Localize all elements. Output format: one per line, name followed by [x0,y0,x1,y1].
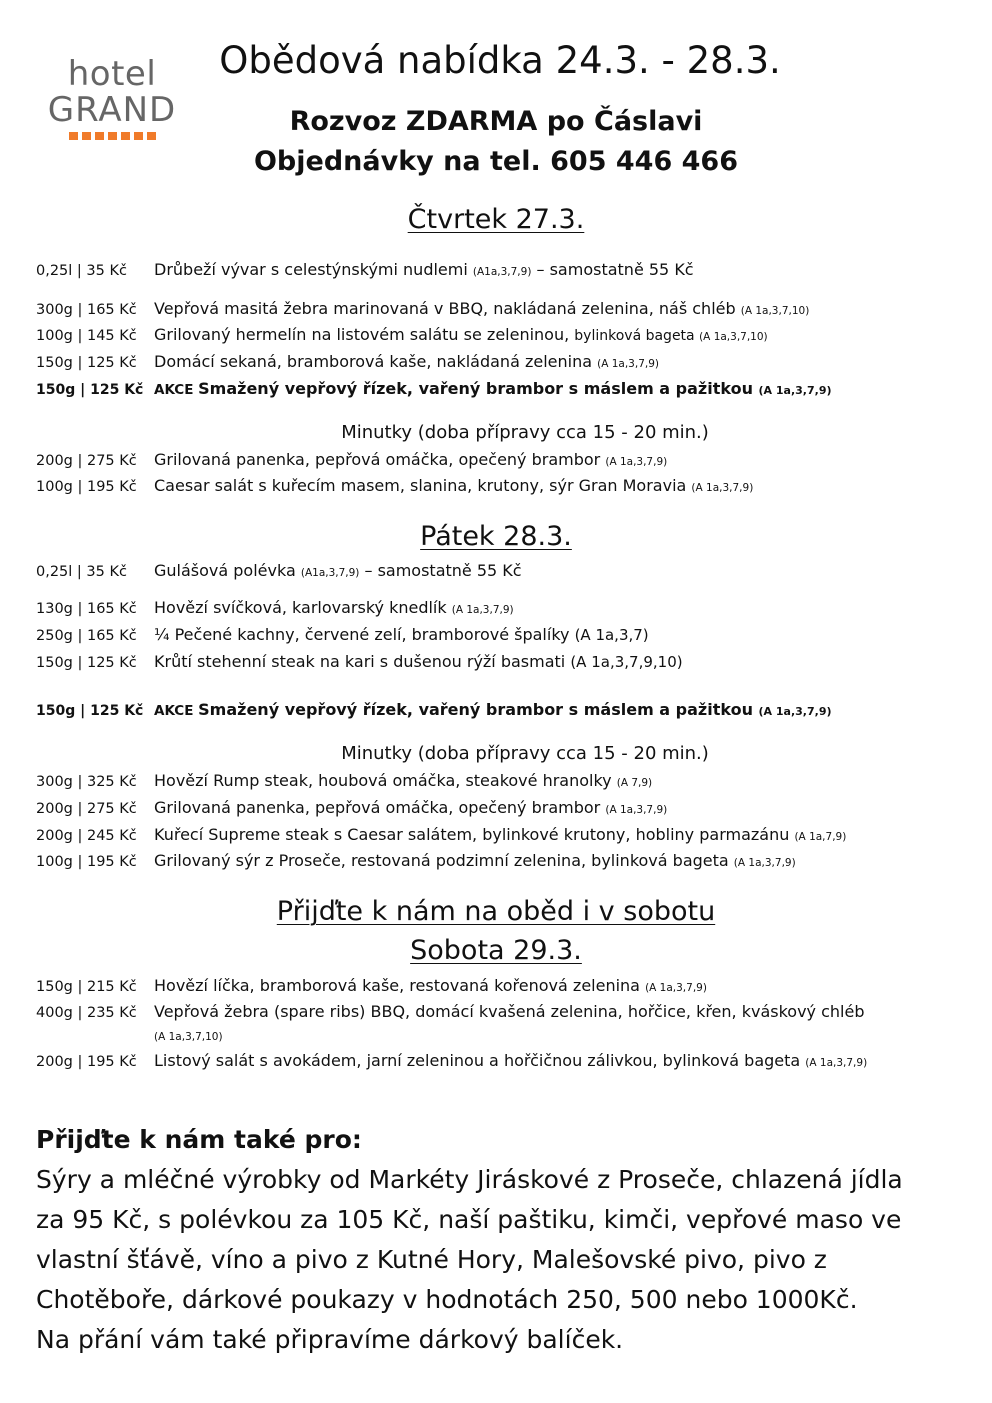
menu-row: 150g | 125 Kč Domácí sekaná, bramborová kaše, nakládaná zelenina (A 1a,3,7,9) [36,352,659,371]
menu-row: 200g | 245 Kč Kuřecí Supreme steak s Caesar salátem, bylinkové krutony, hobliny parmazánu (A 1a,7,9) [36,825,847,844]
allergen-note: (A 1a,3,7,10) [154,1031,223,1043]
day-heading-thursday: Čtvrtek 27.3. [407,204,585,235]
footer-line: vlastní šťávě, víno a pivo z Kutné Hory, Malešovské pivo, pivo z [36,1245,827,1274]
page-title: Obědová nabídka 24.3. - 28.3. [219,39,781,82]
order-phone: Objednávky na tel. 605 446 466 [253,146,739,177]
menu-row: 0,25l | 35 Kč Gulášová polévka (A1a,3,7,9) – samostatně 55 Kč [36,561,522,580]
logo-line-grand: GRAND [47,90,177,130]
minutky-heading: Minutky (doba přípravy cca 15 - 20 min.) [341,743,709,764]
footer-line: Chotěboře, dárkové poukazy v hodnotách 250, 500 nebo 1000Kč. [36,1285,858,1314]
day-heading-saturday: Sobota 29.3. [410,935,582,966]
menu-row: 300g | 165 Kč Vepřová masitá žebra marinovaná v BBQ, nakládaná zelenina, náš chléb (A 1a,3,7,10) [36,299,810,318]
menu-row: 200g | 195 Kč Listový salát s avokádem, jarní zeleninou a hořčičnou zálivkou, bylinková bageta (A 1a,3,7,9) [36,1051,868,1070]
footer-text [36,1160,966,1360]
day-heading-friday: Pátek 28.3. [420,521,572,552]
minutky-heading: Minutky (doba přípravy cca 15 - 20 min.) [341,422,709,443]
menu-row: 250g | 165 Kč ¼ Pečené kachny, červené zelí, bramborové špalíky (A 1a,3,7) [36,625,649,644]
delivery-notice: Rozvoz ZDARMA po Čáslavi [289,106,703,137]
footer-line: Sýry a mléčné výrobky od Markéty Jiráskové z Proseče, chlazená jídla [36,1165,903,1194]
logo-line-hotel: hotel [67,54,157,94]
menu-row: 100g | 195 Kč Caesar salát s kuřecím masem, slanina, krutony, sýr Gran Moravia (A 1a,3,7,9) [36,476,754,495]
menu-row: 400g | 235 Kč Vepřová žebra (spare ribs) BBQ, domácí kvašená zelenina, hořčice, křen, kváskový chléb [36,1002,865,1021]
menu-row: 200g | 275 Kč Grilovaná panenka, pepřová omáčka, opečený brambor (A 1a,3,7,9) [36,798,668,817]
menu-row: 100g | 195 Kč Grilovaný sýr z Proseče, restovaná podzimní zelenina, bylinková bageta (A 1a,3,7,9) [36,851,796,870]
menu-row: 300g | 325 Kč Hovězí Rump steak, houbová omáčka, steakové hranolky (A 7,9) [36,771,653,790]
menu-row: 130g | 165 Kč Hovězí svíčková, karlovarský knedlík (A 1a,3,7,9) [36,598,514,617]
footer-line: za 95 Kč, s polévkou za 105 Kč, naší paštiku, kimči, vepřové maso ve [36,1205,902,1234]
menu-row: 0,25l | 35 Kč Drůbeží vývar s celestýnskými nudlemi (A1a,3,7,9) – samostatně 55 Kč [36,260,694,279]
menu-row: 200g | 275 Kč Grilovaná panenka, pepřová omáčka, opečený brambor (A 1a,3,7,9) [36,450,668,469]
menu-row: 100g | 145 Kč Grilovaný hermelín na listovém salátu se zeleninou, bylinková bageta (A 1a,3,7,10) [36,325,768,344]
footer-heading: Přijďte k nám také pro: [36,1125,362,1154]
menu-row: 150g | 125 Kč Krůtí stehenní steak na kari s dušenou rýží basmati (A 1a,3,7,9,10) [36,652,683,671]
saturday-invite: Přijďte k nám na oběd i v sobotu [276,896,716,927]
footer-line: Na přání vám také připravíme dárkový balíček. [36,1325,624,1354]
menu-row-special: 150g | 125 Kč AKCE Smažený vepřový řízek, vařený brambor s máslem a pažitkou (A 1a,3,7,9) [36,379,832,398]
menu-row-special: 150g | 125 Kč AKCE Smažený vepřový řízek, vařený brambor s máslem a pažitkou (A 1a,3,7,9) [36,700,832,719]
menu-row: 150g | 215 Kč Hovězí líčka, bramborová kaše, restovaná kořenová zelenina (A 1a,3,7,9) [36,976,707,995]
